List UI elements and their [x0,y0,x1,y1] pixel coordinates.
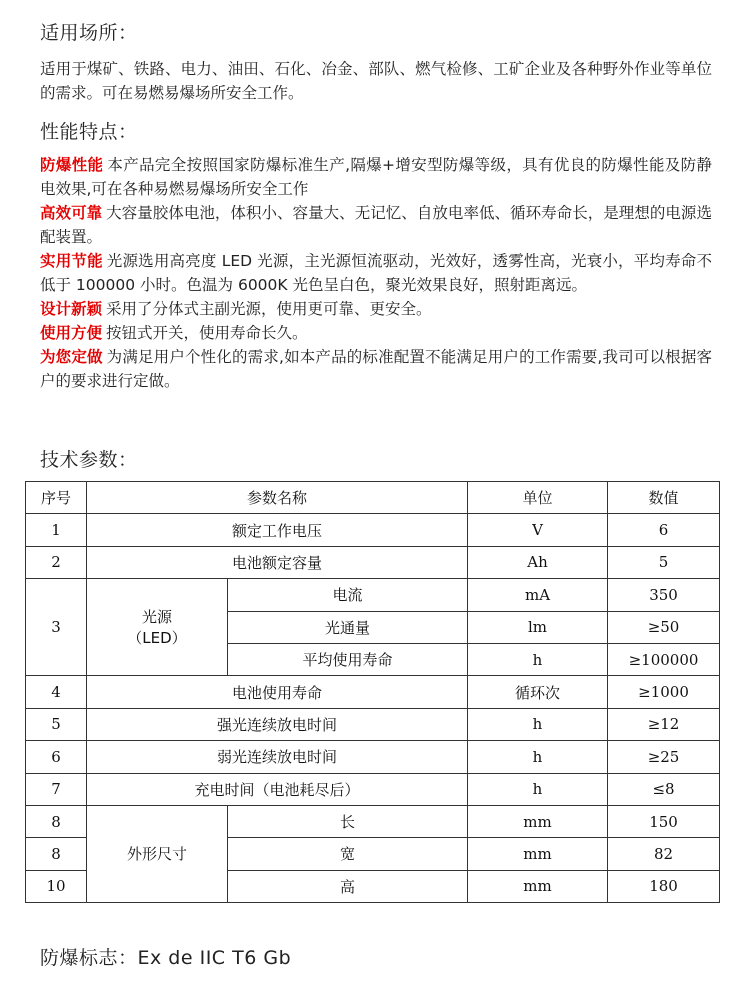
features-title: 性能特点： [40,121,138,143]
cell-value: ≥50 [608,611,720,643]
cell-unit: 循环次 [468,676,608,708]
feature-text: 光源选用高亮度 LED 光源，主光源恒流驱动，光效好，透雾性高，光衰小，平均寿命不低于 100000 小时。色温为 6000K 光色呈白色，聚光效果良好，照射距离远。 [40,252,712,294]
feature-text: 大容量胶体电池，体积小、容量大、无记忆、自放电率低、循环寿命长，是理想的电源选配装置。 [40,204,712,246]
cell-unit: h [468,708,608,740]
cell-name: 充电时间（电池耗尽后） [87,773,468,805]
cell-unit: Ah [468,546,608,578]
cell-group-light-source [87,579,228,676]
cell-no: 5 [26,708,87,740]
cell-no: 3 [26,579,87,676]
group-label: 光源 [141,608,172,627]
cell-name: 长 [228,805,468,837]
table-header-row [26,482,720,514]
cell-value: ≥25 [608,741,720,773]
cell-value: 6 [608,514,720,546]
feature-keyword: 实用节能 [40,252,103,270]
cell-name: 电池额定容量 [87,546,468,578]
cell-value: 150 [608,805,720,837]
cell-value: 350 [608,579,720,611]
mark-value: Ex de IIC T6 Gb [137,947,292,969]
cell-name: 额定工作电压 [87,514,468,546]
spec-table [25,481,720,903]
feature-item [40,153,712,201]
cell-no: 10 [26,870,87,902]
header-value: 数值 [608,482,720,514]
table-row [26,579,720,611]
feature-keyword: 防爆性能 [40,156,104,174]
applicable-text: 适用于煤矿、铁路、电力、油田、石化、冶金、部队、燃气检修、工矿企业及各种野外作业等单位的需求。可在易燃易爆场所安全工作。 [40,60,712,102]
cell-value: ≥1000 [608,676,720,708]
feature-text: 为满足用户个性化的需求,如本产品的标准配置不能满足用户的工作需要,我司可以根据客户的要求进行定做。 [40,348,712,390]
feature-keyword: 设计新颖 [40,300,103,318]
cell-name: 电流 [228,579,468,611]
table-row [26,773,720,805]
cell-name: 强光连续放电时间 [87,708,468,740]
table-row [26,676,720,708]
feature-keyword: 高效可靠 [40,204,103,222]
table-row [26,708,720,740]
cell-name: 平均使用寿命 [228,643,468,675]
feature-text: 本产品完全按照国家防爆标准生产,隔爆+增安型防爆等级，具有优良的防爆性能及防静电效果,可在各种易燃易爆场所安全工作 [40,156,712,198]
mark-label: 防爆标志： [40,947,138,969]
cell-unit: mA [468,579,608,611]
cell-value: 180 [608,870,720,902]
cell-no: 4 [26,676,87,708]
cell-name: 弱光连续放电时间 [87,741,468,773]
group-sublabel: （LED） [127,629,187,648]
cell-name: 宽 [228,838,468,870]
table-row [26,514,720,546]
cell-unit: lm [468,611,608,643]
feature-item [40,297,712,321]
applicable-title: 适用场所： [40,22,138,44]
cell-no: 1 [26,514,87,546]
cell-unit: h [468,773,608,805]
cell-unit: mm [468,838,608,870]
cell-name: 电池使用寿命 [87,676,468,708]
table-row [26,741,720,773]
cell-value: 5 [608,546,720,578]
cell-name: 光通量 [228,611,468,643]
cell-group-dimensions: 外形尺寸 [87,805,228,902]
cell-no: 2 [26,546,87,578]
header-unit: 单位 [468,482,608,514]
feature-text: 采用了分体式主副光源，使用更可靠、更安全。 [106,300,432,318]
table-row [26,805,720,837]
cell-no: 6 [26,741,87,773]
feature-item [40,201,712,249]
feature-keyword: 为您定做 [40,348,103,366]
cell-value: 82 [608,838,720,870]
cell-unit: mm [468,870,608,902]
cell-unit: h [468,643,608,675]
explosion-proof-mark [40,943,291,970]
feature-keyword: 使用方便 [40,324,103,342]
cell-name: 高 [228,870,468,902]
cell-no: 8 [26,838,87,870]
cell-value: ≥100000 [608,643,720,675]
table-row [26,546,720,578]
feature-item [40,249,712,297]
feature-item [40,321,712,345]
cell-value: ≥12 [608,708,720,740]
feature-text: 按钮式开关，使用寿命长久。 [106,324,308,342]
cell-no: 8 [26,805,87,837]
cell-unit: h [468,741,608,773]
cell-value: ≤8 [608,773,720,805]
cell-unit: mm [468,805,608,837]
cell-unit: V [468,514,608,546]
features-list [40,153,712,393]
feature-item [40,345,712,393]
header-name: 参数名称 [87,482,468,514]
params-title: 技术参数： [40,449,138,471]
header-no: 序号 [26,482,87,514]
cell-no: 7 [26,773,87,805]
